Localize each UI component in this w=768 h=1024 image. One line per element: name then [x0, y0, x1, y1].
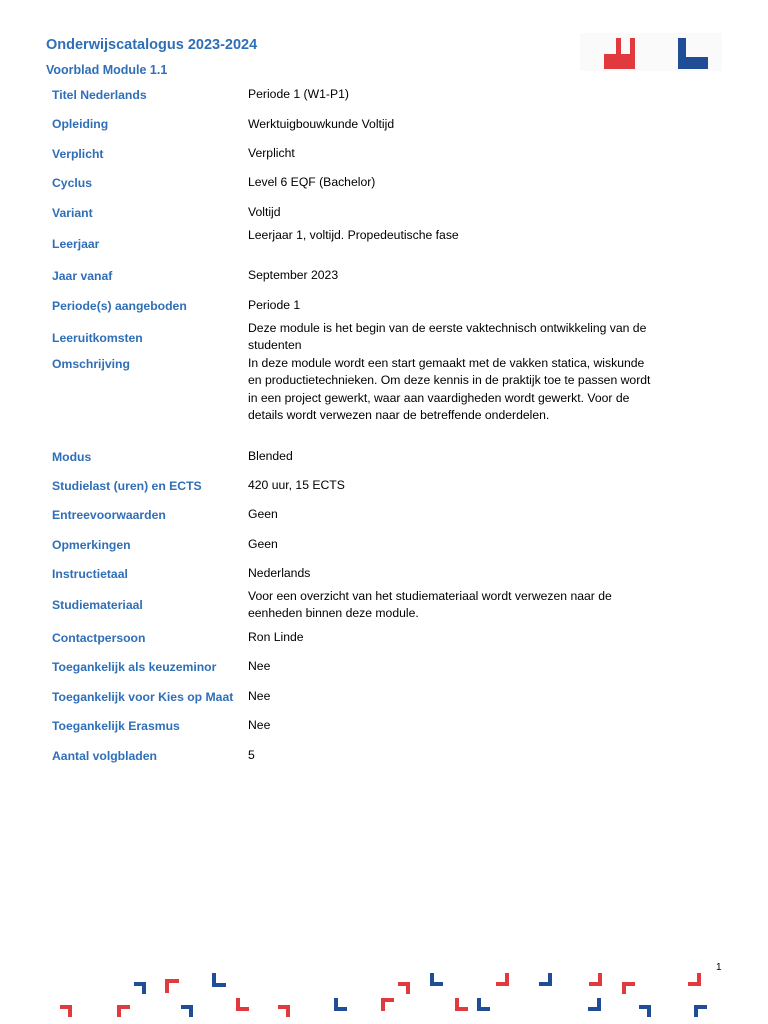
field-value: September 2023 [248, 268, 339, 282]
field-label: Omschrijving [52, 357, 130, 371]
field-label: Instructietaal [52, 567, 128, 581]
field-value: 420 uur, 15 ECTS [248, 478, 345, 492]
field-label: Studielast (uren) en ECTS [52, 479, 202, 493]
field-value: Nee [248, 689, 271, 703]
field-label: Toegankelijk als keuzeminor [52, 660, 217, 674]
field-value: Nederlands [248, 566, 311, 580]
field-label: Verplicht [52, 147, 104, 161]
field-label: Opmerkingen [52, 538, 131, 552]
field-value: Nee [248, 659, 271, 673]
field-label: Toegankelijk Erasmus [52, 719, 180, 733]
field-value: Ron Linde [248, 630, 304, 644]
field-label: Periode(s) aangeboden [52, 299, 187, 313]
field-value: Nee [248, 718, 271, 732]
field-value: Deze module is het begin van de eerste vaktechnisch ontwikkeling van de studenten [248, 321, 647, 353]
field-label: Cyclus [52, 176, 92, 190]
field-label: Studiemateriaal [52, 598, 143, 612]
field-label: Variant [52, 206, 93, 220]
field-value: Werktuigbouwkunde Voltijd [248, 117, 395, 131]
page-number: 1 [716, 962, 722, 973]
field-label: Titel Nederlands [52, 88, 147, 102]
field-label: Modus [52, 450, 92, 464]
field-value: Geen [248, 507, 278, 521]
field-value: Level 6 EQF (Bachelor) [248, 175, 376, 189]
field-value: Leerjaar 1, voltijd. Propedeutische fase [248, 228, 459, 242]
field-label: Opleiding [52, 117, 109, 131]
field-label: Aantal volgbladen [52, 749, 157, 763]
document-title: Onderwijscatalogus 2023-2024 [46, 37, 258, 53]
document-subtitle: Voorblad Module 1.1 [46, 63, 168, 77]
logo-blue-mark [678, 38, 708, 69]
field-value: Verplicht [248, 146, 295, 160]
footer-pattern [0, 965, 768, 1024]
field-label: Leeruitkomsten [52, 331, 143, 345]
brand-logo [580, 33, 722, 71]
field-value: In deze module wordt een start gemaakt met de vakken statica, wiskunde en productietechnieken. Om deze kennis in de praktijk toe te passen wordt in een project gewerkt, waar aan vaardigheden wordt gewerkt. Voor de details wordt verwezen naar de betreffende onderdelen. [248, 356, 651, 423]
field-label: Contactpersoon [52, 631, 146, 645]
field-value: Voor een overzicht van het studiemateriaal wordt verwezen naar de eenheden binnen deze module. [248, 589, 612, 621]
logo-red-mark [604, 38, 635, 69]
field-value: Voltijd [248, 205, 281, 219]
field-label: Entreevoorwaarden [52, 508, 166, 522]
field-label: Toegankelijk voor Kies op Maat [52, 690, 234, 704]
field-value: Blended [248, 449, 293, 463]
field-value: Periode 1 (W1-P1) [248, 87, 349, 101]
field-label: Leerjaar [52, 237, 100, 251]
field-value: Periode 1 [248, 298, 301, 312]
field-value: Geen [248, 537, 278, 551]
field-value: 5 [248, 748, 255, 762]
field-label: Jaar vanaf [52, 269, 113, 283]
